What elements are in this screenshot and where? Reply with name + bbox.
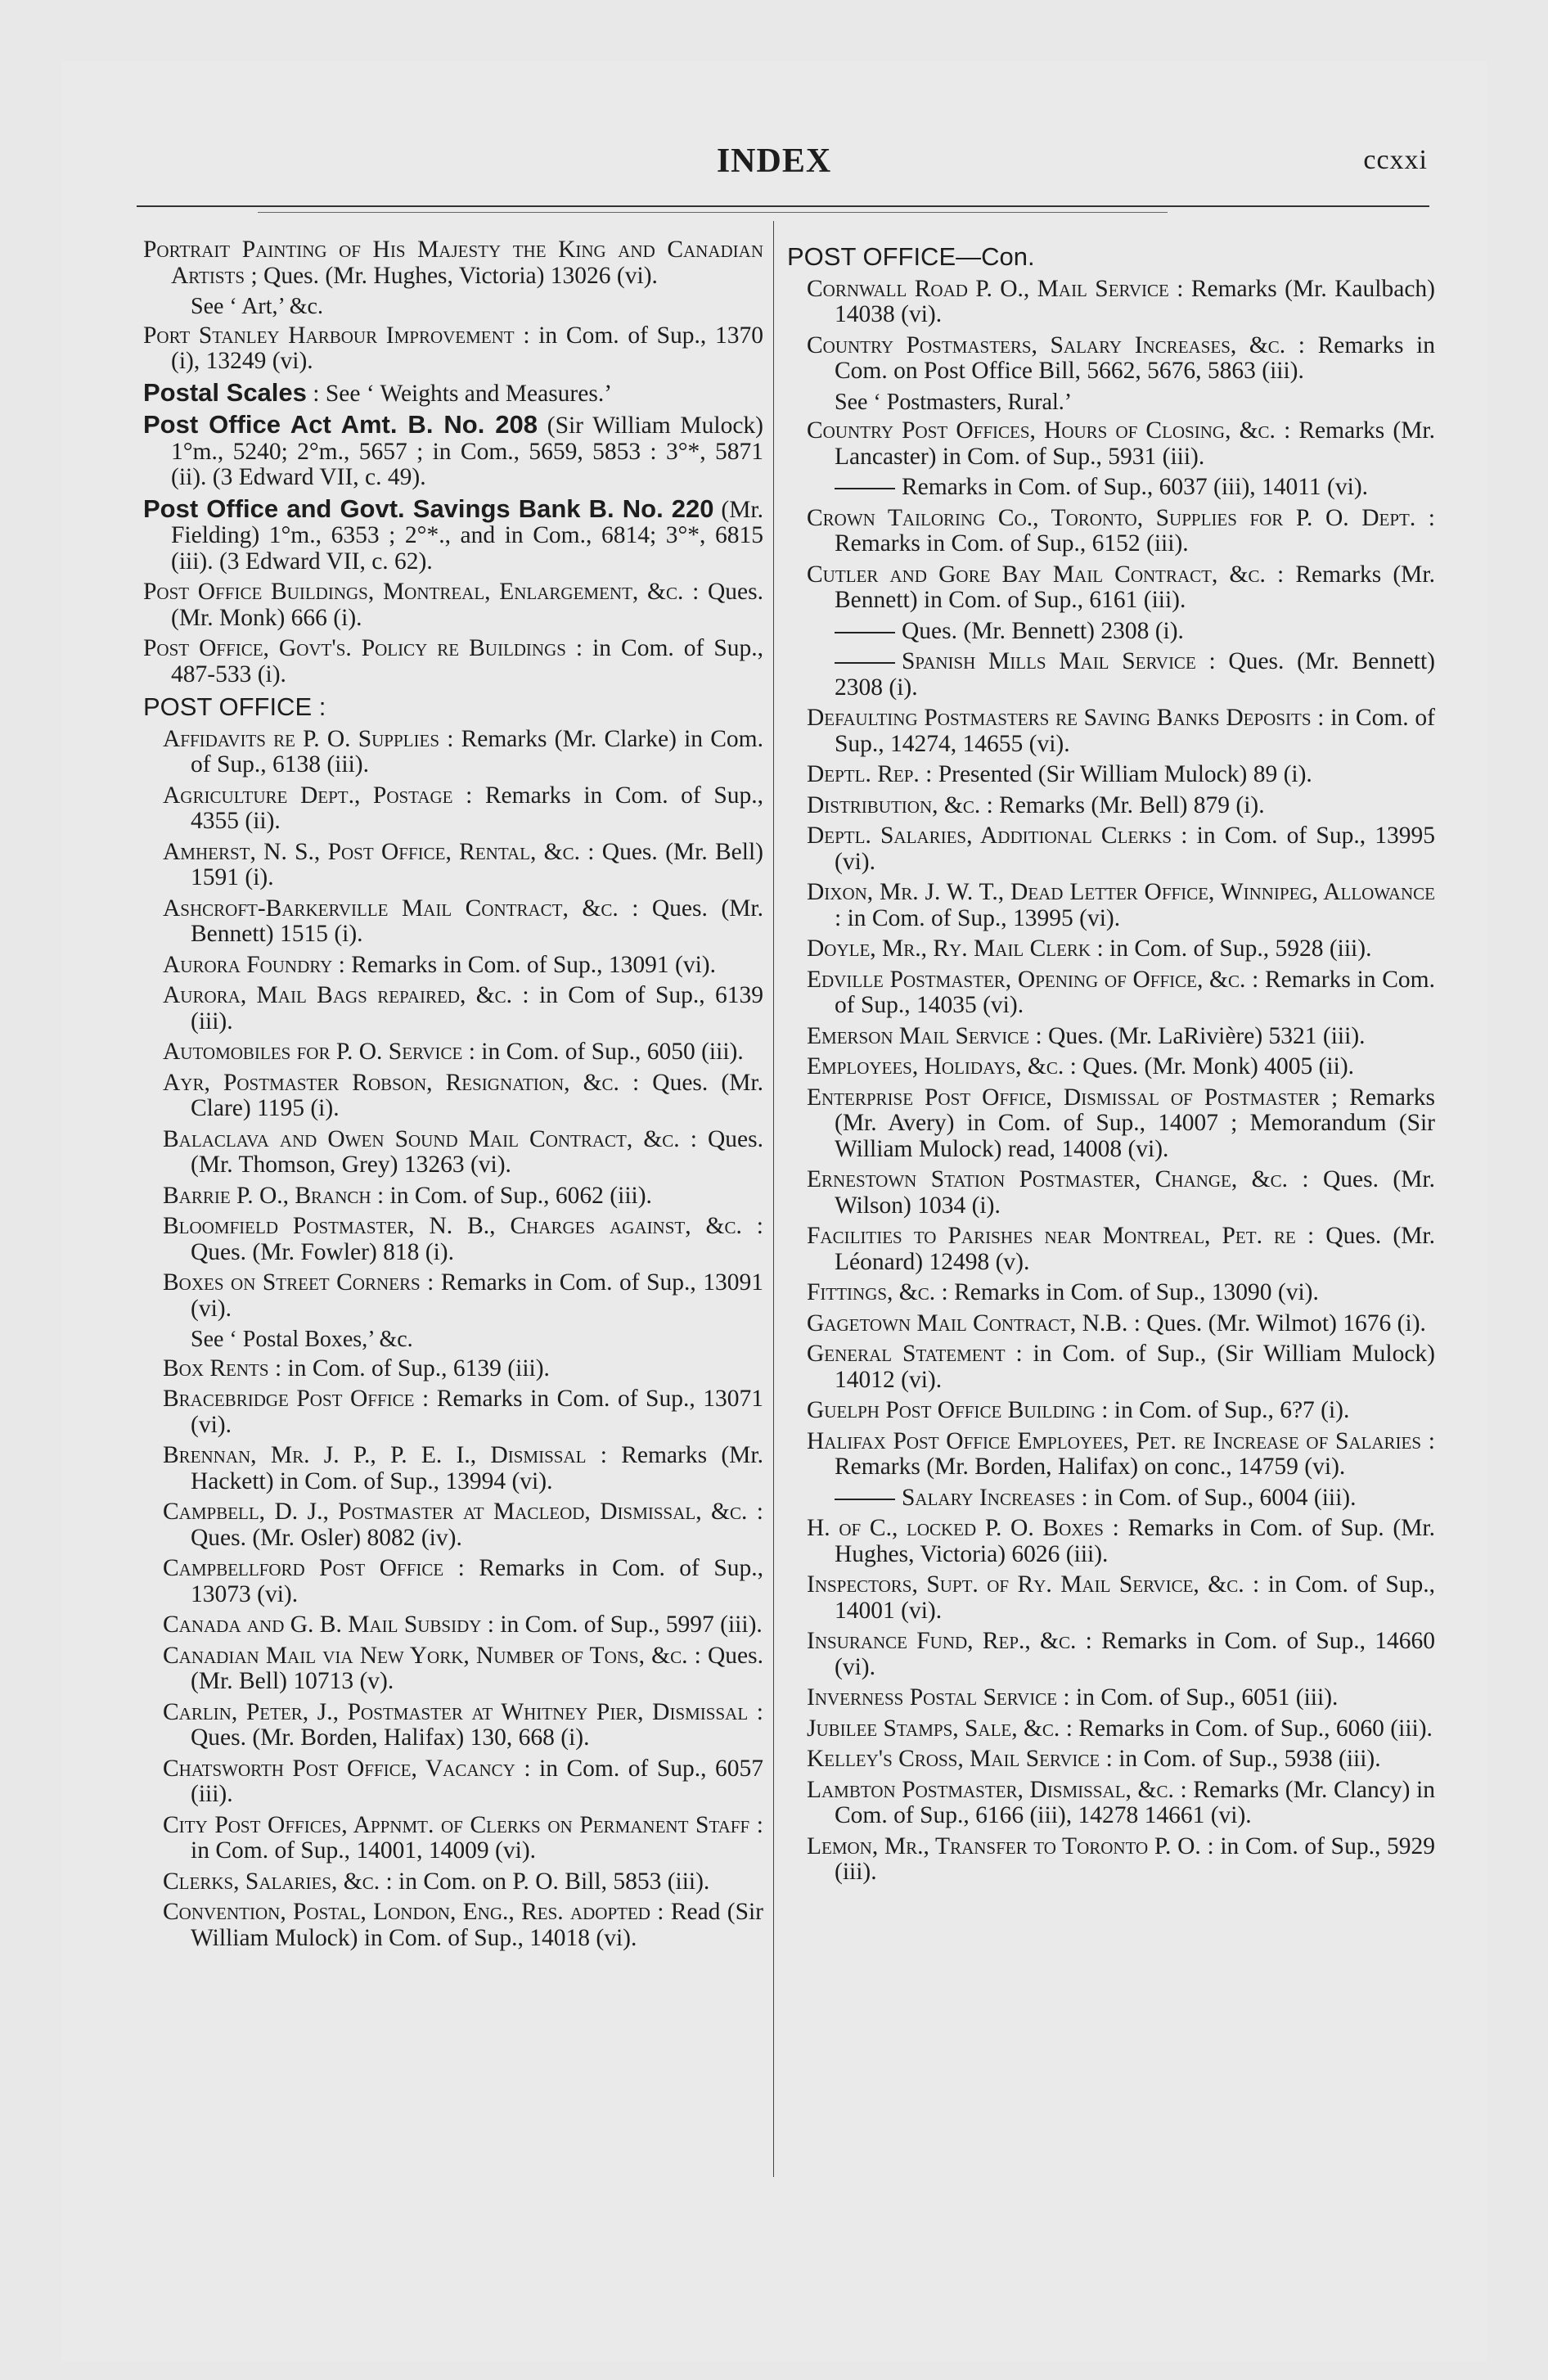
index-subentry [143, 1386, 763, 1438]
index-subentry [787, 418, 1435, 470]
entry-text: : Remarks in Com. of Sup., 6060 (iii). [1060, 1715, 1433, 1742]
index-subentry [787, 1311, 1435, 1337]
index-subentry [143, 727, 763, 778]
index-subentry [143, 896, 763, 948]
index-subentry [787, 1716, 1435, 1742]
index-page [61, 61, 1487, 2361]
index-subentry [787, 967, 1435, 1019]
entry-text: : Ques. (Mr. Wilmot) 1676 (i). [1127, 1309, 1426, 1336]
index-subentry [787, 1024, 1435, 1050]
left-column [143, 237, 763, 1956]
entry-heading: Country Postmasters, Salary Increases, &c. [807, 331, 1286, 358]
entry-text: : in Com. of Sup., 14001 (vi). [835, 1571, 1435, 1624]
entry-text: : in Com. of Sup., 487-533 (i). [171, 635, 763, 687]
entry-text: : Remarks (Mr. Clancy) in Com. of Sup., 6166 (iii), 14278 14661 (vi). [835, 1776, 1435, 1828]
see-reference [787, 390, 1435, 416]
entry-heading: Crown Tailoring Co., Toronto, Supplies for P. O. Dept. [807, 504, 1416, 531]
entry-heading: Doyle, Mr., Ry. Mail Clerk [807, 935, 1091, 962]
index-continuation [787, 649, 1435, 701]
entry-heading: Ernestown Station Postmaster, Change, &c. [807, 1166, 1288, 1192]
entry-heading: Agriculture Dept., Postage [163, 782, 453, 809]
index-subentry [787, 1224, 1435, 1275]
entry-text: : Remarks in Com. of Sup., 14660 (vi). [835, 1628, 1436, 1680]
section-heading [787, 244, 1435, 270]
entry-heading: Lemon, Mr., Transfer to Toronto P. O. [807, 1832, 1201, 1859]
entry-heading: Campbell, D. J., Postmaster at Macleod, Dismissal, &c. [163, 1499, 748, 1525]
entry-text: : Remarks in Com. on Post Office Bill, 5662, 5676, 5863 (iii). [835, 331, 1435, 384]
entry-text: : Ques. (Mr. Léonard) 12498 (v). [835, 1223, 1435, 1275]
entry-heading: Post Office Buildings, Montreal, Enlargement, &c. [143, 579, 684, 605]
entry-text: : in Com. of Sup., 1370 (i), 13249 (vi). [171, 322, 763, 374]
entry-text: Remarks in Com. of Sup., 6037 (iii), 14011 (vi). [902, 474, 1369, 500]
entry-text: : Presented (Sir William Mulock) 89 (i). [919, 761, 1312, 787]
entry-text: : Ques. (Mr. Monk) 666 (i). [171, 579, 764, 631]
entry-heading: Canada and G. B. Mail Subsidy [163, 1611, 482, 1638]
entry-heading: Bracebridge Post Office [163, 1386, 415, 1412]
index-subentry [787, 1167, 1435, 1219]
entry-heading: City Post Offices, Appnmt. of Clerks on Permanent Staff [163, 1811, 750, 1838]
entry-text: : in Com. of Sup., (Sir William Mulock) 14012 (vi). [835, 1341, 1435, 1393]
entry-text: : in Com. of Sup., 6057 (iii). [191, 1755, 763, 1807]
entry-heading: Edville Postmaster, Opening of Office, &c. [807, 966, 1246, 993]
ditto-dash [835, 1499, 895, 1500]
entry-text: : in Com. of Sup., 6139 (iii). [268, 1355, 550, 1382]
index-subentry [787, 1280, 1435, 1306]
entry-heading: Facilities to Parishes near Montreal, Pet. re [807, 1223, 1296, 1249]
entry-heading: Emerson Mail Service [807, 1022, 1030, 1049]
column-divider [773, 221, 774, 2177]
entry-text: : See ‘ Weights and Measures.’ [306, 380, 613, 407]
ditto-dash [835, 632, 895, 633]
entry-heading: Boxes on Street Corners [163, 1269, 421, 1296]
index-subentry [787, 880, 1435, 931]
index-subentry [787, 705, 1435, 757]
index-entry [143, 237, 763, 289]
index-subentry [143, 1869, 763, 1895]
index-entry [143, 636, 763, 687]
entry-heading: Jubilee Stamps, Sale, &c. [807, 1715, 1060, 1742]
entry-text: (Mr. Fielding) 1°m., 6353 ; 2°*., and in Com., 6814; 3°*, 6815 (iii). (3 Edward VII, c. 62). [171, 496, 764, 575]
index-continuation [787, 475, 1435, 501]
entry-heading: Inspectors, Supt. of Ry. Mail Service, &c. [807, 1571, 1244, 1598]
entry-heading: Distribution, &c. [807, 791, 981, 818]
entry-text: : in Com. of Sup., 6051 (iii). [1057, 1684, 1339, 1711]
entry-text: : in Com. of Sup., 6050 (iii). [462, 1039, 744, 1065]
entry-text: POST OFFICE : [143, 692, 326, 721]
entry-text: See ‘ Postmasters, Rural.’ [835, 389, 1073, 415]
entry-text: : Ques. (Mr. Fowler) 818 (i). [191, 1213, 763, 1265]
entry-text: : in Com. of Sup., 5929 (iii). [835, 1832, 1436, 1885]
entry-heading: Brennan, Mr. J. P., P. E. I., Dismissal [163, 1442, 587, 1468]
entry-text: ; Remarks (Mr. Avery) in Com. of Sup., 14007 ; Memorandum (Sir William Mulock) read, 14008 (vi). [835, 1084, 1436, 1162]
entry-heading: Port Stanley Harbour Improvement [143, 322, 515, 349]
entry-text: : Remarks in Com. of Sup. (Mr. Hughes, Victoria) 6026 (iii). [835, 1515, 1435, 1567]
entry-text: : Ques. (Mr. Clare) 1195 (i). [191, 1069, 763, 1121]
entry-text: : in Com. of Sup., 5938 (iii). [1100, 1746, 1381, 1772]
entry-heading: Guelph Post Office Building [807, 1397, 1096, 1423]
entry-heading: Post Office and Govt. Savings Bank B. No. 220 [143, 494, 714, 523]
index-entry [143, 579, 763, 631]
entry-heading: Ayr, Postmaster Robson, Resignation, &c. [163, 1069, 619, 1096]
entry-heading: Balaclava and Owen Sound Mail Contract, &c. [163, 1125, 680, 1152]
entry-heading: Post Office, Govt's. Policy re Buildings [143, 635, 566, 661]
entry-heading: Cutler and Gore Bay Mail Contract, &c. [807, 561, 1266, 588]
entry-text: : Remarks in Com. of Sup., 6152 (iii). [835, 504, 1435, 557]
entry-text: : Ques. (Mr. LaRivière) 5321 (iii). [1029, 1022, 1366, 1049]
entry-text: See ‘ Art,’ &c. [191, 294, 323, 319]
see-reference [143, 1327, 763, 1353]
entry-heading: Convention, Postal, London, Eng., Res. adopted [163, 1899, 650, 1925]
index-entry [143, 323, 763, 375]
index-subentry [143, 840, 763, 891]
index-entry-bold [143, 496, 763, 575]
index-subentry [143, 1039, 763, 1066]
entry-text: : Remarks in Com. of Sup., 13073 (vi). [191, 1555, 763, 1607]
page-folio: ccxxi [1363, 145, 1428, 175]
entry-heading: Lambton Postmaster, Dismissal, &c. [807, 1776, 1174, 1803]
index-subentry [143, 1443, 763, 1494]
index-subentry [787, 1685, 1435, 1711]
entry-text: : Remarks (Mr. Kaulbach) 14038 (vi). [835, 275, 1435, 327]
entry-heading: Box Rents [163, 1355, 269, 1382]
entry-heading: H. of C., locked P. O. Boxes [807, 1515, 1104, 1541]
index-subentry [143, 1556, 763, 1607]
entry-text: : in Com of Sup., 6139 (iii). [191, 982, 763, 1034]
index-subentry [787, 506, 1435, 557]
entry-text: : in Com. of Sup., 6062 (iii). [371, 1182, 652, 1209]
entry-heading: Postal Scales [143, 377, 307, 407]
entry-text: Ques. (Mr. Bennett) 2308 (i). [902, 617, 1184, 644]
index-subentry [787, 1516, 1435, 1567]
entry-heading: Aurora Foundry [163, 951, 333, 978]
entry-heading: Kelley's Cross, Mail Service [807, 1746, 1100, 1772]
entry-heading: Chatsworth Post Office, Vacancy [163, 1755, 515, 1782]
index-subentry [143, 953, 763, 979]
index-subentry [143, 1612, 763, 1639]
entry-heading: Country Post Offices, Hours of Closing, &c. [807, 417, 1276, 444]
entry-heading: Cornwall Road P. O., Mail Service [807, 275, 1169, 302]
index-subentry [143, 1643, 763, 1695]
index-subentry [143, 1499, 763, 1551]
entry-heading: Halifax Post Office Employees, Pet. re Increase of Salaries [807, 1427, 1422, 1454]
index-subentry [143, 1270, 763, 1322]
index-subentry [143, 1900, 763, 1951]
index-subentry [143, 1356, 763, 1382]
index-subentry [143, 1813, 763, 1864]
entry-text: : Remarks (Mr. Hackett) in Com. of Sup., 13994 (vi). [191, 1442, 763, 1494]
index-subentry [787, 277, 1435, 328]
index-subentry [143, 1183, 763, 1210]
index-entry-bold [143, 377, 763, 408]
entry-heading: General Statement [807, 1341, 1006, 1367]
see-reference [143, 294, 763, 320]
index-subentry [787, 1572, 1435, 1624]
index-subentry [787, 936, 1435, 962]
entry-text: : Ques. (Mr. Bell) 1591 (i). [191, 838, 763, 890]
index-continuation [787, 1485, 1435, 1512]
entry-heading: Inverness Postal Service [807, 1684, 1058, 1711]
entry-text: : Remarks (Mr. Bell) 879 (i). [980, 791, 1265, 818]
entry-text: : in Com. of Sup., 6?7 (i). [1095, 1397, 1350, 1423]
entry-text: : Ques. (Mr. Osler) 8082 (iv). [191, 1499, 763, 1551]
index-subentry [787, 1429, 1435, 1481]
entry-heading: Post Office Act Amt. B. No. 208 [143, 410, 538, 439]
entry-text: : Ques. (Mr. Bennett) 1515 (i). [191, 895, 763, 947]
index-subentry [787, 1778, 1435, 1829]
header-rule-secondary [258, 212, 1168, 213]
index-subentry [787, 1398, 1435, 1424]
entry-heading: Barrie P. O., Branch [163, 1182, 371, 1209]
entry-text: : Ques. (Mr. Bell) 10713 (v). [191, 1642, 764, 1694]
entry-text: : Remarks in Com. of Sup., 13090 (vi). [935, 1279, 1319, 1305]
entry-heading: Canadian Mail via New York, Number of Tons, &c. [163, 1642, 688, 1669]
entry-text: : Ques. (Mr. Wilson) 1034 (i). [835, 1166, 1436, 1219]
entry-text: : in Com. of Sup., 6004 (iii). [1075, 1484, 1357, 1511]
entry-text: : in Com. of Sup., 5997 (iii). [481, 1611, 763, 1638]
entry-heading: Campbellford Post Office [163, 1555, 444, 1581]
index-subentry [143, 1214, 763, 1265]
index-subentry [787, 1054, 1435, 1080]
entry-text: : in Com. of Sup., 13995 (vi). [835, 823, 1435, 875]
index-subentry [787, 1629, 1435, 1680]
right-column [787, 237, 1435, 1891]
entry-heading: Affidavits re P. O. Supplies [163, 725, 439, 752]
index-continuation [787, 619, 1435, 645]
index-subentry [143, 1700, 763, 1751]
index-subentry [143, 783, 763, 835]
entry-heading: Aurora, Mail Bags repaired, &c. [163, 982, 513, 1008]
entry-heading: Clerks, Salaries, &c. [163, 1868, 380, 1895]
entry-text: : Remarks (Mr. Borden, Halifax) on conc., 14759 (vi). [835, 1427, 1435, 1480]
index-subentry [143, 1127, 763, 1179]
entry-heading: Automobiles for P. O. Service [163, 1039, 463, 1065]
entry-text: : in Com. on P. O. Bill, 5853 (iii). [380, 1868, 710, 1895]
entry-text: : Remarks (Mr. Clarke) in Com. of Sup., 6138 (iii). [191, 725, 763, 778]
entry-text: : Ques. (Mr. Monk) 4005 (ii). [1064, 1053, 1355, 1080]
entry-heading: Employees, Holidays, &c. [807, 1053, 1064, 1080]
index-subentry [787, 333, 1435, 385]
section-heading [143, 694, 763, 720]
entry-heading: Portrait Painting of His Majesty the King and Canadian Artists [143, 237, 763, 289]
entry-heading: Spanish Mills Mail Service [902, 648, 1196, 674]
entry-heading: Dixon, Mr. J. W. T., Dead Letter Office, Winnipeg, Allowance [807, 879, 1435, 905]
entry-text: : Remarks in Com. of Sup., 13071 (vi). [191, 1386, 764, 1438]
entry-text: : Remarks (Mr. Bennett) in Com. of Sup., 6161 (iii). [835, 561, 1435, 613]
index-subentry [787, 1747, 1435, 1773]
index-subentry [787, 1834, 1435, 1886]
entry-heading: Insurance Fund, Rep., &c. [807, 1628, 1077, 1654]
entry-text: (Sir William Mulock) 1°m., 5240; 2°m., 5657 ; in Com., 5659, 5853 : 3°*, 5871 (ii). (3 Edward VII, c. 49). [171, 412, 764, 490]
index-subentry [787, 823, 1435, 875]
index-entry-bold [143, 412, 763, 491]
ditto-dash [835, 662, 895, 664]
entry-text: : in Com. of Sup., 14274, 14655 (vi). [835, 705, 1435, 757]
entry-heading: Enterprise Post Office, Dismissal of Postmaster [807, 1084, 1320, 1111]
entry-text: : in Com. of Sup., 5928 (iii). [1091, 935, 1372, 962]
entry-text: : Remarks in Com. of Sup., 4355 (ii). [191, 782, 763, 834]
index-subentry [787, 1341, 1435, 1393]
entry-text: : in Com. of Sup., 14001, 14009 (vi). [191, 1811, 763, 1864]
entry-text: : Ques. (Mr. Bennett) 2308 (i). [835, 648, 1436, 701]
entry-text: : Remarks in Com. of Sup., 14035 (vi). [835, 966, 1435, 1018]
entry-heading: Salary Increases [902, 1484, 1076, 1511]
entry-text: : Remarks in Com. of Sup., 13091 (vi). [191, 1269, 763, 1322]
entry-heading: Carlin, Peter, J., Postmaster at Whitney Pier, Dismissal [163, 1698, 749, 1725]
entry-heading: Fittings, &c. [807, 1279, 936, 1305]
entry-text: : Remarks in Com. of Sup., 13091 (vi). [332, 951, 716, 978]
entry-text: : in Com. of Sup., 13995 (vi). [835, 904, 1121, 931]
entry-heading: Amherst, N. S., Post Office, Rental, &c. [163, 838, 580, 865]
index-subentry [787, 793, 1435, 819]
index-subentry [143, 983, 763, 1034]
index-subentry [143, 1756, 763, 1808]
entry-text: See ‘ Postal Boxes,’ &c. [191, 1327, 413, 1352]
entry-text: ; Ques. (Mr. Hughes, Victoria) 13026 (vi). [245, 262, 658, 289]
entry-heading: Ashcroft-Barkerville Mail Contract, &c. [163, 895, 619, 922]
entry-heading: Gagetown Mail Contract, N.B. [807, 1309, 1128, 1336]
index-subentry [143, 1071, 763, 1122]
entry-heading: Defaulting Postmasters re Saving Banks Deposits [807, 705, 1312, 731]
entry-text: : Remarks (Mr. Lancaster) in Com. of Sup., 5931 (iii). [835, 417, 1435, 470]
entry-text: POST OFFICE—Con. [787, 242, 1035, 271]
index-subentry [787, 762, 1435, 788]
header-rule [137, 205, 1429, 207]
entry-text: : Read (Sir William Mulock) in Com. of Sup., 14018 (vi). [191, 1899, 764, 1951]
ditto-dash [835, 488, 895, 489]
entry-heading: Bloomfield Postmaster, N. B., Charges against, &c. [163, 1213, 742, 1239]
page-title: INDEX [716, 142, 832, 180]
entry-text: : Ques. (Mr. Thomson, Grey) 13263 (vi). [191, 1125, 764, 1178]
index-subentry [787, 1085, 1435, 1163]
entry-heading: Deptl. Salaries, Additional Clerks [807, 823, 1172, 849]
index-subentry [787, 562, 1435, 614]
entry-text: : Ques. (Mr. Borden, Halifax) 130, 668 (i). [191, 1698, 763, 1751]
entry-heading: Deptl. Rep. [807, 761, 920, 787]
